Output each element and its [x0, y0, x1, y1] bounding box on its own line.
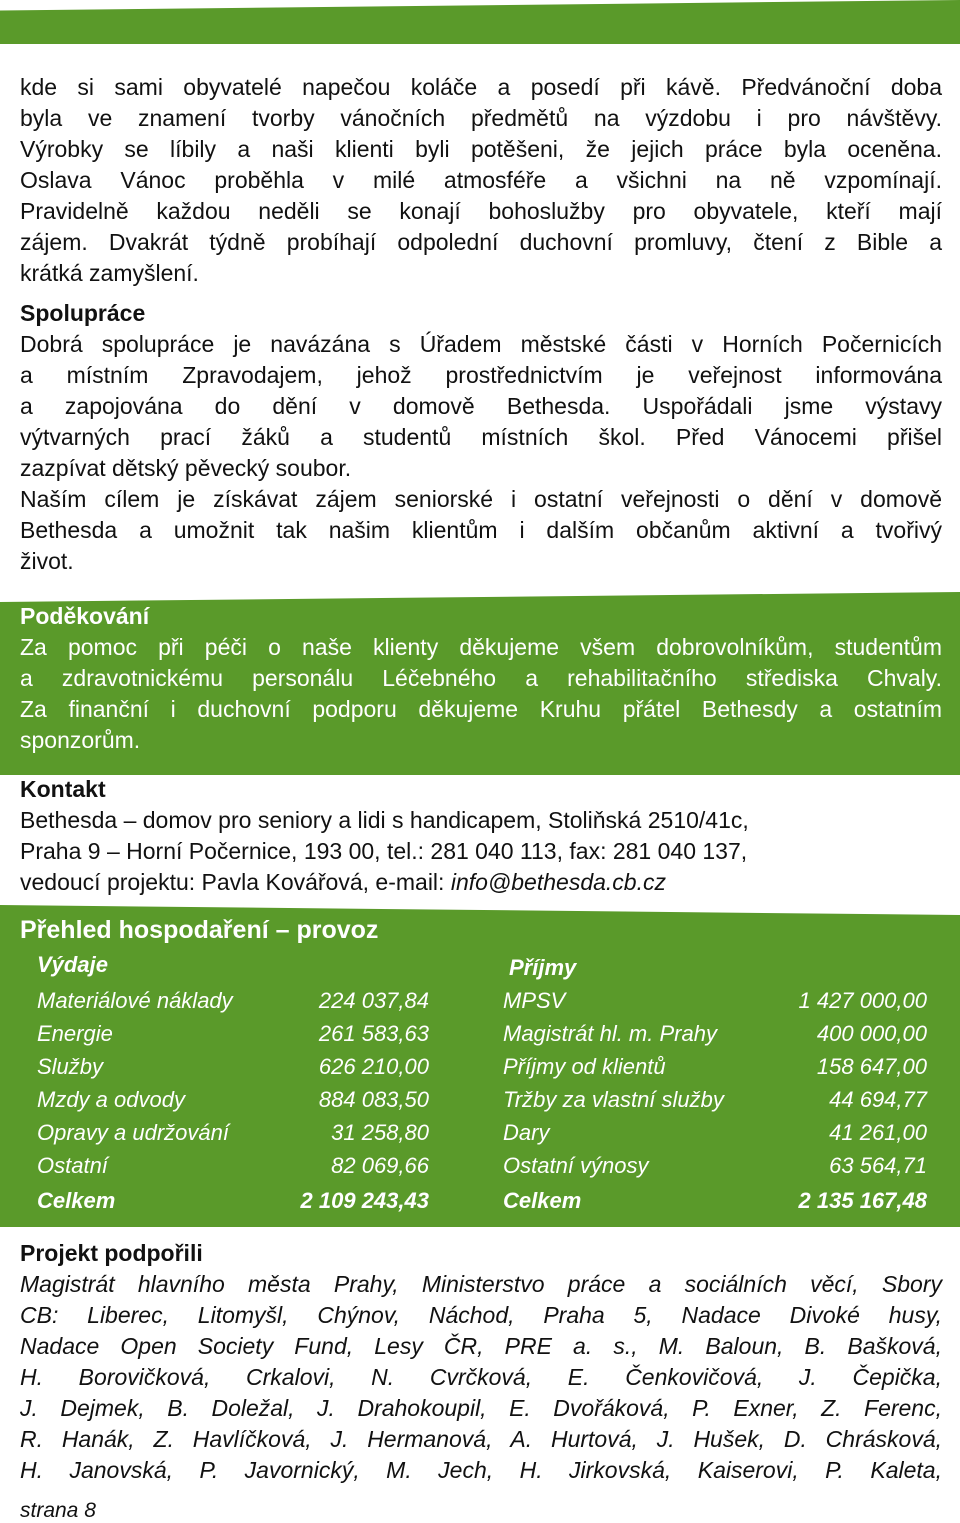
thanks-section — [20, 601, 942, 756]
supporters-heading: Projekt podpořili — [20, 1240, 203, 1266]
page-number: strana 8 — [20, 1499, 96, 1522]
contact-manager — [20, 867, 942, 898]
expense-value: 224 037,84 — [318, 988, 429, 1013]
income-value: 41 261,00 — [829, 1120, 927, 1145]
thanks-line: sponzorům. — [20, 727, 141, 753]
thanks-line: Za pomoc při péči o naše klienty děkujeme všem dobrovolníkům, studentům — [20, 634, 942, 660]
intro-line: Výrobky se líbily a naši klienti byli potěšeni, že jejich práce byla oceněna. — [20, 136, 942, 162]
expense-row — [37, 1186, 429, 1216]
expense-value: 82 069,66 — [331, 1153, 429, 1178]
income-value: 1 427 000,00 — [798, 988, 927, 1013]
income-value: 44 694,77 — [829, 1087, 927, 1112]
income-heading: Příjmy — [509, 955, 577, 980]
supporters-line: H. Borovičková, Crkalovi, N. Cvrčková, E. Čenkovičová, J. Čepička, — [20, 1364, 942, 1390]
supporters-line: Nadace Open Society Fund, Lesy ČR, PRE a. s., M. Baloun, B. Bašková, — [20, 1333, 942, 1359]
contact-section — [20, 774, 942, 898]
contact-heading: Kontakt — [20, 776, 106, 802]
thanks-line: Za finanční i duchovní podporu děkujeme Kruhu přátel Bethesdy a ostatním — [20, 696, 942, 722]
cooperation-line: zazpívat dětský pěvecký soubor. — [20, 455, 352, 481]
contact-address: Bethesda – domov pro seniory a lidi s handicapem, Stoliňská 2510/41c, — [20, 807, 749, 833]
income-label: Ostatní výnosy — [503, 1153, 649, 1178]
intro-line: krátká zamyšlení. — [20, 260, 199, 286]
expense-row — [37, 1118, 429, 1148]
income-row — [503, 1186, 927, 1216]
supporters-section — [20, 1238, 942, 1486]
income-value: 158 647,00 — [816, 1054, 927, 1079]
income-row — [503, 1019, 927, 1049]
expense-value: 626 210,00 — [318, 1054, 429, 1079]
income-row — [503, 986, 927, 1016]
income-value: 63 564,71 — [829, 1153, 927, 1178]
expense-label: Materiálové náklady — [37, 988, 233, 1013]
expense-label: Služby — [37, 1054, 104, 1079]
expense-label: Mzdy a odvody — [37, 1087, 185, 1112]
intro-line: byla ve znamení tvorby vánočních předmětů na výzdobu i pro návštěvy. — [20, 105, 942, 131]
income-label: Magistrát hl. m. Prahy — [503, 1021, 717, 1046]
expense-value: 2 109 243,43 — [300, 1188, 429, 1213]
income-label: Tržby za vlastní služby — [503, 1087, 724, 1112]
income-value: 400 000,00 — [816, 1021, 927, 1046]
supporters-line: Magistrát hlavního města Prahy, Ministerstvo práce a sociálních věcí, Sbory — [20, 1271, 942, 1297]
supporters-line: J. Dejmek, B. Doležal, J. Drahokoupil, E. Dvořáková, P. Exner, Z. Ferenc, — [20, 1395, 942, 1421]
expense-value: 884 083,50 — [318, 1087, 429, 1112]
expense-row — [37, 1019, 429, 1049]
income-value: 2 135 167,48 — [798, 1188, 927, 1213]
income-label: Dary — [503, 1120, 550, 1145]
expense-value: 261 583,63 — [318, 1021, 429, 1046]
cooperation-section — [20, 298, 942, 577]
contact-manager-label: vedoucí projektu: Pavla Kovářová, e-mail: — [20, 869, 451, 895]
intro-line: zájem. Dvakrát týdně probíhají odpolední duchovní promluvy, čtení z Bible a — [20, 229, 942, 255]
thanks-line: a zdravotnickému personálu Léčebného a rehabilitačního střediska Chvaly. — [20, 665, 942, 691]
cooperation-heading: Spolupráce — [20, 300, 146, 326]
intro-paragraph — [20, 72, 942, 289]
contact-phone: Praha 9 – Horní Počernice, 193 00, tel.: 281 040 113, fax: 281 040 137, — [20, 838, 748, 864]
finance-title: Přehled hospodaření – provoz — [20, 916, 379, 944]
income-label: MPSV — [503, 988, 566, 1013]
income-row — [503, 1118, 927, 1148]
expenses-heading: Výdaje — [37, 952, 108, 977]
income-row — [503, 1052, 927, 1082]
income-label: Celkem — [503, 1188, 582, 1213]
supporters-line: CB: Liberec, Litomyšl, Chýnov, Náchod, Praha 5, Nadace Divoké husy, — [20, 1302, 942, 1328]
cooperation-line: a zapojována do dění v domově Bethesda. Uspořádali jsme výstavy — [20, 393, 942, 419]
intro-line: kde si sami obyvatelé napečou koláče a posedí při kávě. Předvánoční doba — [20, 74, 942, 100]
income-row — [503, 1151, 927, 1181]
income-row — [503, 1085, 927, 1115]
expense-row — [37, 1151, 429, 1181]
thanks-heading: Poděkování — [20, 603, 150, 629]
expense-label: Energie — [37, 1021, 113, 1046]
cooperation-line: Bethesda a umožnit tak našim klientům i dalším občanům aktivní a tvořivý — [20, 517, 942, 543]
expense-label: Ostatní — [37, 1153, 108, 1178]
cooperation-line: život. — [20, 548, 74, 574]
cooperation-line: Naším cílem je získávat zájem seniorské i ostatní veřejnosti o dění v domově — [20, 486, 942, 512]
contact-email-link[interactable]: info@bethesda.cb.cz — [450, 869, 666, 895]
expense-label: Opravy a udržování — [37, 1120, 229, 1145]
expense-row — [37, 1085, 429, 1115]
expense-row — [37, 986, 429, 1016]
top-decorative-band — [0, 0, 960, 44]
intro-line: Oslava Vánoc proběhla v milé atmosféře a všichni na ně vzpomínají. — [20, 167, 942, 193]
intro-line: Pravidelně každou neděli se konají bohoslužby pro obyvatele, kteří mají — [20, 198, 942, 224]
income-label: Příjmy od klientů — [503, 1054, 666, 1079]
expense-row — [37, 1052, 429, 1082]
supporters-line: H. Janovská, P. Javornický, M. Jech, H. Jirkovská, Kaiserovi, P. Kaleta, — [20, 1457, 942, 1483]
supporters-line: R. Hanák, Z. Havlíčková, J. Hermanová, A. Hurtová, J. Hušek, D. Chrásková, — [20, 1426, 942, 1452]
expense-label: Celkem — [37, 1188, 116, 1213]
cooperation-line: Dobrá spolupráce je navázána s Úřadem městské části v Horních Počernicích — [20, 331, 942, 357]
cooperation-line: výtvarných prací žáků a studentů místních škol. Před Vánocemi přišel — [20, 424, 942, 450]
cooperation-line: a místním Zpravodajem, jehož prostřednictvím je veřejnost informována — [20, 362, 942, 388]
expense-value: 31 258,80 — [331, 1120, 429, 1145]
